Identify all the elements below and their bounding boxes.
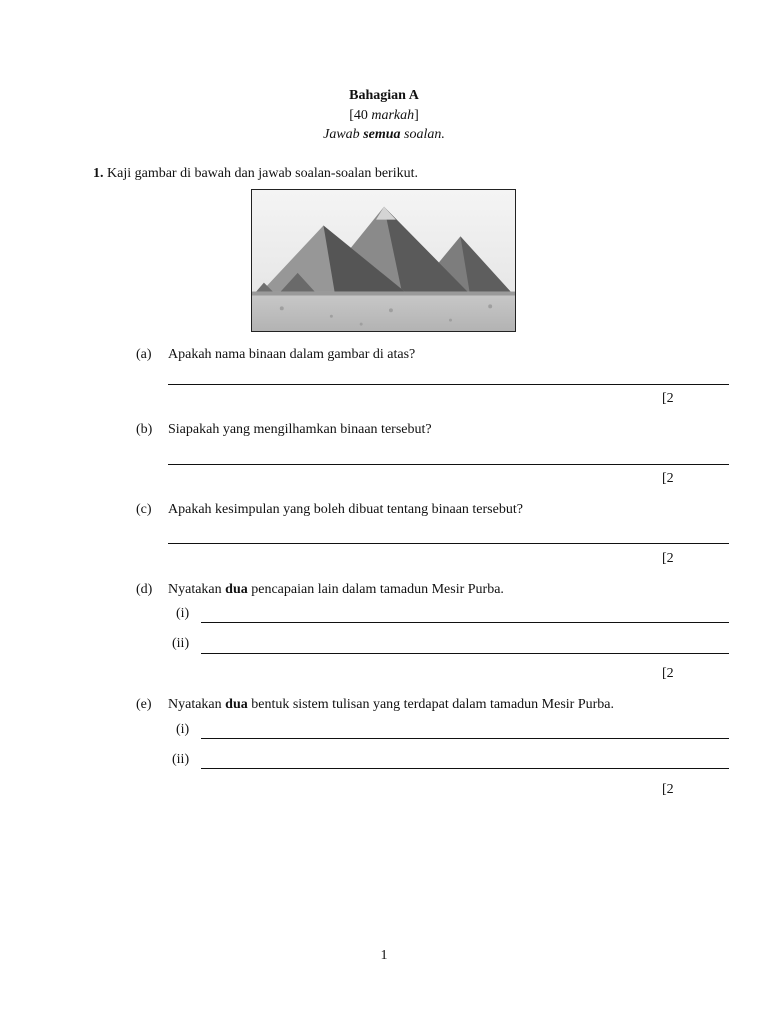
- part-c-marks: [2: [662, 551, 674, 566]
- part-e-sub-i: (i): [176, 722, 190, 737]
- instruction-pre: Jawab: [323, 127, 364, 142]
- answer-line-a[interactable]: [168, 384, 729, 385]
- part-d-sub-i: (i): [176, 606, 190, 621]
- part-b-marks: [2: [662, 471, 674, 486]
- part-d-marks: [2: [662, 666, 674, 681]
- part-e-text-post: bentuk sistem tulisan yang terdapat dalam tamadun Mesir Purba.: [247, 697, 614, 712]
- question-text: Kaji gambar di bawah dan jawab soalan-soalan berikut.: [107, 166, 419, 181]
- part-c-label: (c): [136, 502, 152, 517]
- instruction-bold: semua: [363, 127, 401, 142]
- section-title: Bahagian A: [349, 88, 419, 103]
- marks-word: markah: [371, 108, 415, 123]
- pyramids-photo: [251, 189, 516, 332]
- answer-line-d-ii[interactable]: [201, 653, 729, 654]
- part-e-text-pre: Nyatakan: [168, 697, 226, 712]
- part-e-sub-ii: (ii): [172, 752, 190, 767]
- part-e-text: [168, 697, 614, 713]
- page-number: 1: [380, 948, 388, 963]
- question-stem: [93, 166, 418, 182]
- part-b-text: Siapakah yang mengilhamkan binaan tersebut?: [168, 422, 432, 437]
- part-a-text: Apakah nama binaan dalam gambar di atas?: [168, 347, 416, 362]
- total-marks: [0, 108, 768, 124]
- instruction: [0, 127, 768, 143]
- part-c-text: Apakah kesimpulan yang boleh dibuat tentang binaan tersebut?: [168, 502, 523, 517]
- answer-line-d-i[interactable]: [201, 622, 729, 623]
- part-e-marks: [2: [662, 782, 674, 797]
- answer-line-e-ii[interactable]: [201, 768, 729, 769]
- part-d-text: [168, 582, 504, 598]
- part-e-text-bold: dua: [225, 697, 248, 712]
- answer-line-c[interactable]: [168, 543, 729, 544]
- marks-suffix: ]: [414, 108, 419, 123]
- question-number: 1.: [93, 166, 104, 181]
- part-d-label: (d): [136, 582, 153, 597]
- part-d-text-bold: dua: [225, 582, 248, 597]
- part-a-marks: [2: [662, 391, 674, 406]
- answer-line-e-i[interactable]: [201, 738, 729, 739]
- answer-line-b[interactable]: [168, 464, 729, 465]
- part-b-label: (b): [136, 422, 153, 437]
- part-e-label: (e): [136, 697, 152, 712]
- part-d-sub-ii: (ii): [172, 636, 190, 651]
- part-d-text-pre: Nyatakan: [168, 582, 226, 597]
- marks-prefix: [40: [349, 108, 372, 123]
- part-a-label: (a): [136, 347, 152, 362]
- instruction-post: soalan.: [400, 127, 445, 142]
- part-d-text-post: pencapaian lain dalam tamadun Mesir Purba.: [247, 582, 504, 597]
